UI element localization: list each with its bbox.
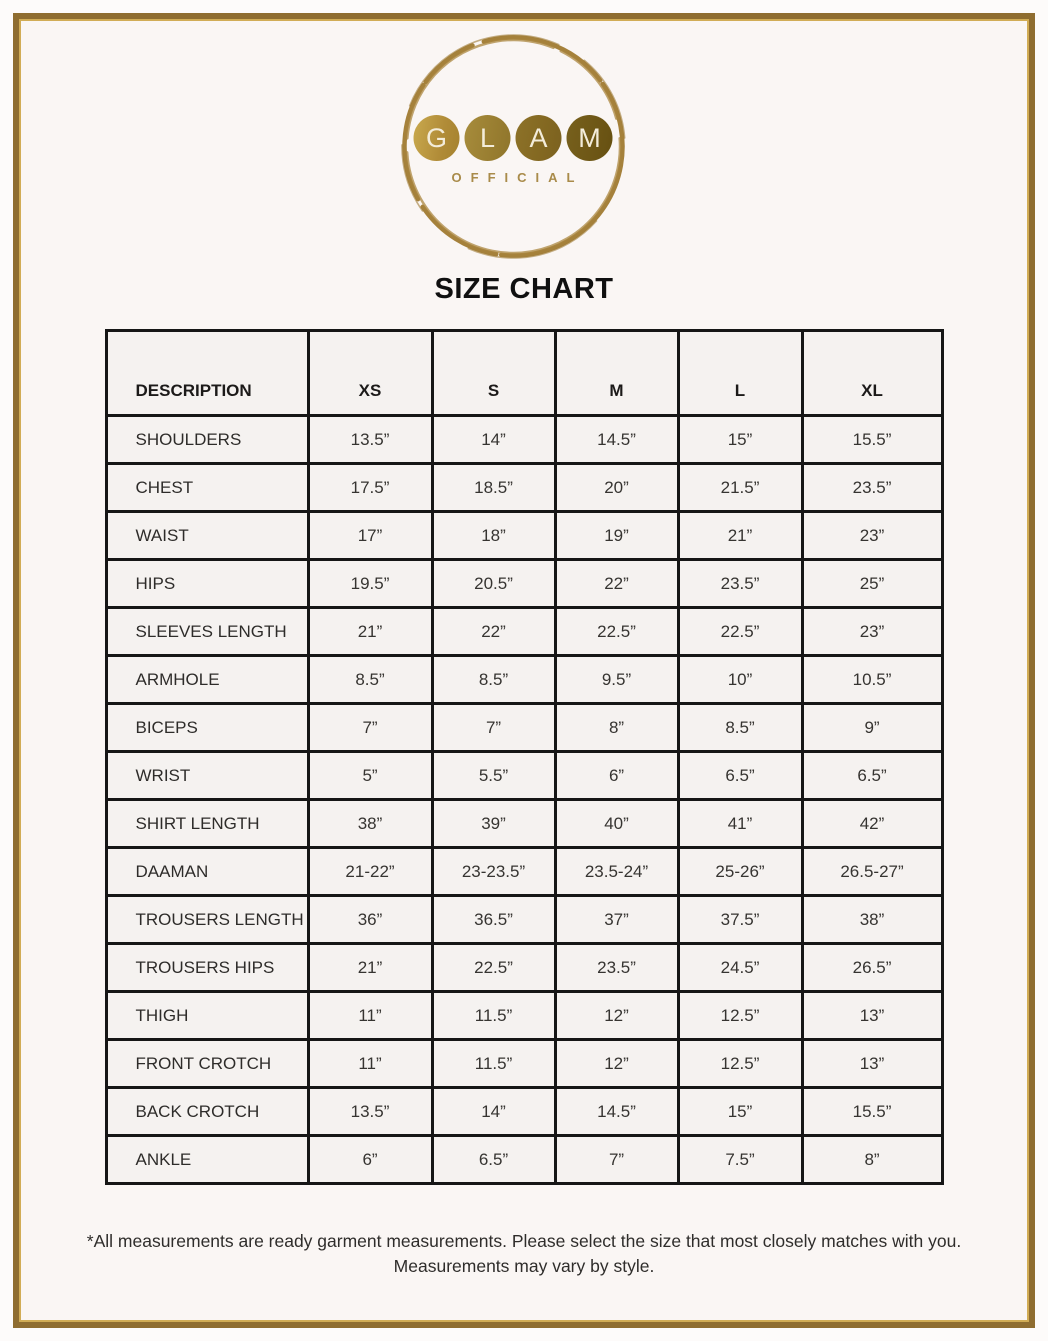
header-cell-l: L xyxy=(678,331,802,416)
value-cell: 11” xyxy=(308,992,432,1040)
value-cell: 23.5” xyxy=(555,944,678,992)
value-cell: 22.5” xyxy=(555,608,678,656)
value-cell: 40” xyxy=(555,800,678,848)
value-cell: 15.5” xyxy=(802,1088,942,1136)
value-cell: 23.5” xyxy=(802,464,942,512)
table-row xyxy=(106,800,942,848)
row-label: DAAMAN xyxy=(106,848,308,896)
header-cell-m: M xyxy=(555,331,678,416)
value-cell: 6” xyxy=(555,752,678,800)
value-cell: 37” xyxy=(555,896,678,944)
table-row xyxy=(106,512,942,560)
row-label: SHOULDERS xyxy=(106,416,308,464)
value-cell: 13” xyxy=(802,1040,942,1088)
value-cell: 10.5” xyxy=(802,656,942,704)
row-label: ARMHOLE xyxy=(106,656,308,704)
table-row xyxy=(106,752,942,800)
value-cell: 15” xyxy=(678,416,802,464)
table-row xyxy=(106,704,942,752)
table-row xyxy=(106,944,942,992)
measurement-footnote xyxy=(84,1229,964,1280)
value-cell: 38” xyxy=(802,896,942,944)
logo-letter-circle-g: G xyxy=(414,115,460,161)
value-cell: 13.5” xyxy=(308,416,432,464)
value-cell: 11.5” xyxy=(432,1040,555,1088)
value-cell: 14” xyxy=(432,1088,555,1136)
value-cell: 42” xyxy=(802,800,942,848)
value-cell: 22.5” xyxy=(678,608,802,656)
row-label: TROUSERS HIPS xyxy=(106,944,308,992)
value-cell: 5.5” xyxy=(432,752,555,800)
value-cell: 38” xyxy=(308,800,432,848)
value-cell: 6.5” xyxy=(432,1136,555,1184)
value-cell: 23-23.5” xyxy=(432,848,555,896)
value-cell: 13” xyxy=(802,992,942,1040)
value-cell: 21” xyxy=(308,944,432,992)
value-cell: 14.5” xyxy=(555,416,678,464)
value-cell: 19.5” xyxy=(308,560,432,608)
value-cell: 20.5” xyxy=(432,560,555,608)
value-cell: 14” xyxy=(432,416,555,464)
table-row xyxy=(106,1088,942,1136)
value-cell: 21.5” xyxy=(678,464,802,512)
value-cell: 12” xyxy=(555,1040,678,1088)
footnote-line-1: *All measurements are ready garment measurements. Please select the size that most closely matches with you. xyxy=(86,1231,962,1251)
value-cell: 26.5” xyxy=(802,944,942,992)
logo-letter-circle-l: L xyxy=(465,115,511,161)
table-header-row xyxy=(106,331,942,416)
value-cell: 9.5” xyxy=(555,656,678,704)
value-cell: 36” xyxy=(308,896,432,944)
value-cell: 8.5” xyxy=(308,656,432,704)
value-cell: 41” xyxy=(678,800,802,848)
value-cell: 37.5” xyxy=(678,896,802,944)
header-cell-xl: XL xyxy=(802,331,942,416)
logo-subtitle: OFFICIAL xyxy=(451,170,584,185)
header-cell-xs: XS xyxy=(308,331,432,416)
value-cell: 22.5” xyxy=(432,944,555,992)
table-row xyxy=(106,608,942,656)
value-cell: 23” xyxy=(802,608,942,656)
value-cell: 11.5” xyxy=(432,992,555,1040)
value-cell: 21-22” xyxy=(308,848,432,896)
value-cell: 6” xyxy=(308,1136,432,1184)
row-label: BACK CROTCH xyxy=(106,1088,308,1136)
row-label: THIGH xyxy=(106,992,308,1040)
value-cell: 7.5” xyxy=(678,1136,802,1184)
value-cell: 17.5” xyxy=(308,464,432,512)
value-cell: 9” xyxy=(802,704,942,752)
value-cell: 26.5-27” xyxy=(802,848,942,896)
value-cell: 15.5” xyxy=(802,416,942,464)
row-label: HIPS xyxy=(106,560,308,608)
value-cell: 23.5” xyxy=(678,560,802,608)
value-cell: 23.5-24” xyxy=(555,848,678,896)
logo-letter-circles xyxy=(414,115,613,161)
value-cell: 23” xyxy=(802,512,942,560)
table-row xyxy=(106,1040,942,1088)
table-row xyxy=(106,848,942,896)
value-cell: 25” xyxy=(802,560,942,608)
row-label: WAIST xyxy=(106,512,308,560)
logo-letter-circle-m: M xyxy=(567,115,613,161)
value-cell: 12.5” xyxy=(678,992,802,1040)
value-cell: 15” xyxy=(678,1088,802,1136)
page-frame xyxy=(13,13,1035,1328)
value-cell: 5” xyxy=(308,752,432,800)
row-label: FRONT CROTCH xyxy=(106,1040,308,1088)
value-cell: 6.5” xyxy=(802,752,942,800)
table-row xyxy=(106,1136,942,1184)
value-cell: 7” xyxy=(555,1136,678,1184)
value-cell: 18.5” xyxy=(432,464,555,512)
table-body xyxy=(106,416,942,1184)
value-cell: 21” xyxy=(678,512,802,560)
size-chart-table xyxy=(105,329,944,1185)
value-cell: 8.5” xyxy=(432,656,555,704)
value-cell: 8” xyxy=(802,1136,942,1184)
value-cell: 39” xyxy=(432,800,555,848)
row-label: SHIRT LENGTH xyxy=(106,800,308,848)
table-row xyxy=(106,992,942,1040)
header-cell-s: S xyxy=(432,331,555,416)
row-label: WRIST xyxy=(106,752,308,800)
value-cell: 10” xyxy=(678,656,802,704)
value-cell: 18” xyxy=(432,512,555,560)
value-cell: 12.5” xyxy=(678,1040,802,1088)
header-cell-description: DESCRIPTION xyxy=(106,331,308,416)
table-row xyxy=(106,560,942,608)
value-cell: 14.5” xyxy=(555,1088,678,1136)
value-cell: 6.5” xyxy=(678,752,802,800)
row-label: SLEEVES LENGTH xyxy=(106,608,308,656)
row-label: BICEPS xyxy=(106,704,308,752)
row-label: TROUSERS LENGTH xyxy=(106,896,308,944)
footnote-line-2: Measurements may vary by style. xyxy=(393,1256,655,1277)
row-label: CHEST xyxy=(106,464,308,512)
value-cell: 8” xyxy=(555,704,678,752)
value-cell: 13.5” xyxy=(308,1088,432,1136)
table-row xyxy=(106,896,942,944)
table-row xyxy=(106,464,942,512)
table-row xyxy=(106,416,942,464)
value-cell: 8.5” xyxy=(678,704,802,752)
value-cell: 21” xyxy=(308,608,432,656)
row-label: ANKLE xyxy=(106,1136,308,1184)
value-cell: 22” xyxy=(432,608,555,656)
value-cell: 7” xyxy=(308,704,432,752)
value-cell: 7” xyxy=(432,704,555,752)
value-cell: 17” xyxy=(308,512,432,560)
logo-letter-circle-a: A xyxy=(516,115,562,161)
brand-logo xyxy=(396,29,631,264)
value-cell: 11” xyxy=(308,1040,432,1088)
header-row xyxy=(106,331,942,416)
page-title: SIZE CHART xyxy=(434,273,614,305)
value-cell: 25-26” xyxy=(678,848,802,896)
value-cell: 19” xyxy=(555,512,678,560)
value-cell: 36.5” xyxy=(432,896,555,944)
value-cell: 24.5” xyxy=(678,944,802,992)
value-cell: 22” xyxy=(555,560,678,608)
value-cell: 20” xyxy=(555,464,678,512)
value-cell: 12” xyxy=(555,992,678,1040)
table-row xyxy=(106,656,942,704)
